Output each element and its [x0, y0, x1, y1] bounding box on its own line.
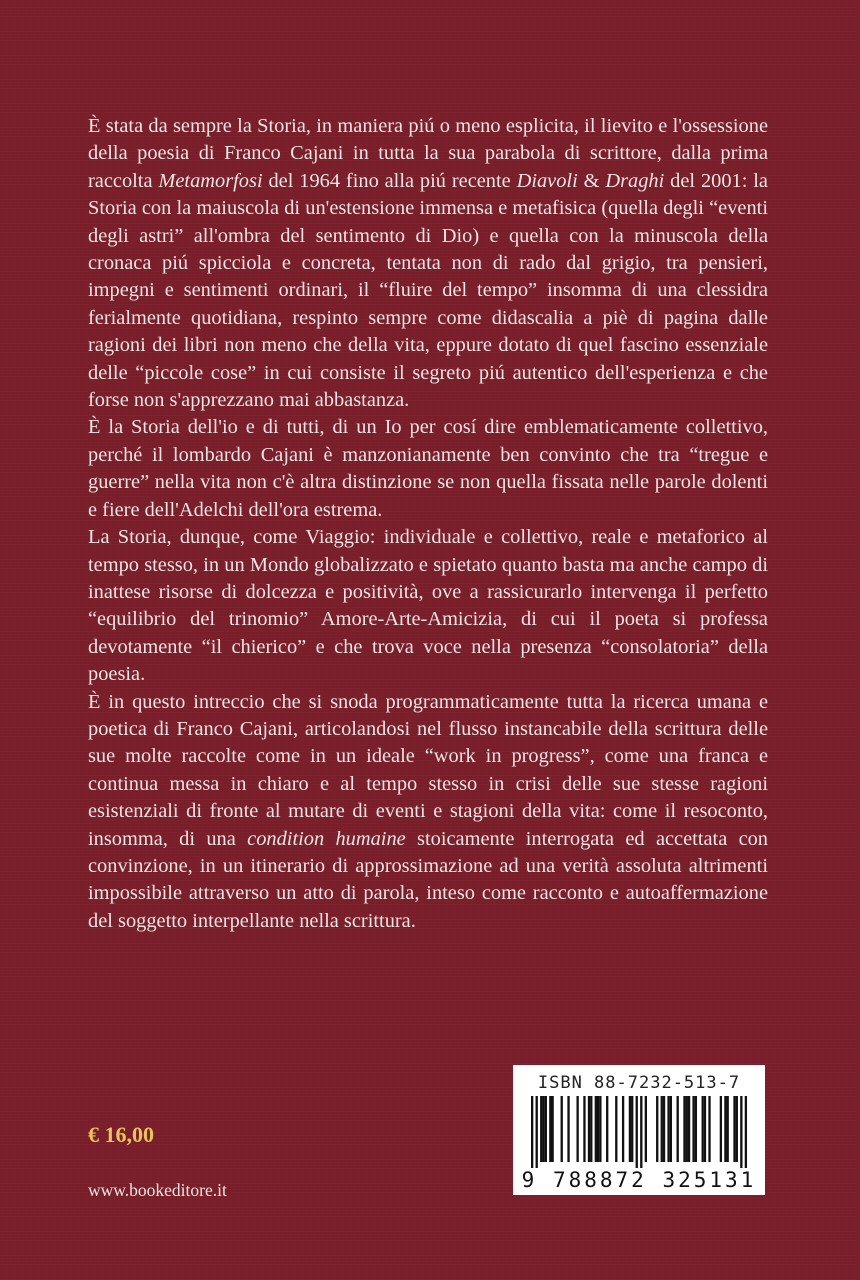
barcode-bar	[590, 1096, 592, 1162]
barcode-bar	[661, 1096, 663, 1162]
barcode-bar	[645, 1096, 647, 1162]
barcode-bar	[551, 1096, 553, 1162]
barcode-bar	[583, 1096, 585, 1162]
barcode-bar	[597, 1096, 599, 1162]
barcode-bar	[740, 1096, 742, 1168]
back-cover-blurb	[88, 113, 768, 935]
barcode-bar	[667, 1096, 669, 1162]
barcode-bar	[531, 1096, 533, 1168]
barcode-bar	[542, 1096, 544, 1162]
barcode-bar	[636, 1096, 638, 1168]
barcode-bar	[702, 1096, 704, 1162]
barcode-bar	[695, 1096, 697, 1162]
barcode-bar	[576, 1096, 578, 1162]
blurb-paragraph-3: La Storia, dunque, come Viaggio: individuale e collettivo, reale e metaforico al tempo stesso, in un Mondo globalizzato e spietato quanto basta ma anche campo di inattese risorse di dolcezza e positività, ove a rassicurarlo intervenga il perfetto “equilibrio del trinomio” Amore-Arte-Amicizia, di cui il poeta si professa devotamente “il chierico” e che trova voce nella presenza “consolatoria” della poesia.	[88, 526, 768, 686]
barcode-bar	[686, 1096, 688, 1162]
barcode-bar	[606, 1096, 608, 1162]
barcode-bar	[599, 1096, 601, 1162]
barcode-bar	[692, 1096, 694, 1162]
barcode-bar	[622, 1096, 624, 1162]
barcode-bar	[545, 1096, 547, 1162]
isbn-barcode	[513, 1065, 765, 1195]
barcode-bars	[531, 1096, 747, 1168]
publisher-website: www.bookeditore.it	[88, 1180, 227, 1200]
barcode-bar	[736, 1096, 738, 1162]
blurb-paragraph-1: È stata da sempre la Storia, in maniera piú o meno esplicita, il lievito e l'ossessione della poesia di Franco Cajani in tutta la sua parabola di scrittore, dalla prima raccolta Metamorfosi del 1964 fino alla piú recente Diavoli & Draghi del 2001: la Storia con la maiuscola di un'estensione immensa e metafisica (quella degli “eventi degli astri” all'ombra del sentimento di Dio) e quella con la minuscola della cronaca piú spicciola e concreta, tentata non di rado dal grigio, tra pensieri, impegni e sentimenti ordinari, il “fluire del tempo” insomma di una clessidra ferialmente quotidiana, respinto sempre come didascalia a piè di pagina dalle ragioni dei libri non meno che della vita, eppure dotato di quel fascino essenziale delle “piccole cose” in cui consiste il segreto piú autentico dell'esperienza e che forse non s'apprezzano mai abbastanza.	[88, 115, 768, 412]
price-label: € 16,00	[88, 1122, 154, 1147]
barcode-bar	[629, 1096, 631, 1162]
barcode-bar	[588, 1096, 590, 1162]
barcode-bar	[720, 1096, 722, 1162]
isbn-label: ISBN 88-7232-513-7	[537, 1073, 741, 1093]
barcode-bar	[688, 1096, 690, 1162]
barcode-bar	[549, 1096, 551, 1162]
barcode-bar	[540, 1096, 542, 1162]
barcode-bar	[683, 1096, 685, 1162]
barcode-bar	[561, 1096, 563, 1162]
blurb-paragraph-2: È la Storia dell'io e di tutti, di un Io per cosí dire emblematicamente collettivo, perché il lombardo Cajani è manzonianamente ben convinto che tra “tregue e guerre” nella vita non c'è altra distinzione se non quella fissata nelle parole dolenti e fiere dell'Adelchi dell'ora estrema.	[88, 416, 768, 521]
blurb-paragraph-4: È in questo intreccio che si snoda programmaticamente tutta la ricerca umana e poetica di Franco Cajani, articolandosi nel flusso instancabile della scrittura delle sue molte raccolte come in un ideale “work in progress”, come una franca e continua messa in chiaro e al tempo stesso in crisi delle sue stesse ragioni esistenziali di fronte al mutare di eventi e stagioni della vita: come il resoconto, insomma, di una condition humaine stoicamente interrogata ed accettata con convinzione, in un itinerario di approssimazione ad una verità assoluta altrimenti impossibile attraverso un atto di parola, inteso come racconto e autoaffermazione del soggetto interpellante nella scrittura.	[88, 690, 769, 932]
barcode-bar	[631, 1096, 633, 1162]
barcode-bar	[595, 1096, 597, 1162]
barcode-bar	[670, 1096, 672, 1162]
barcode-bar	[708, 1096, 710, 1162]
barcode-bar	[677, 1096, 679, 1162]
ean-digits: 9 788872 325131	[521, 1168, 757, 1192]
barcode-bar	[663, 1096, 665, 1162]
barcode-bar	[640, 1096, 642, 1168]
barcode-bar	[615, 1096, 617, 1162]
barcode-bar	[567, 1096, 569, 1162]
barcode-bar	[727, 1096, 729, 1162]
barcode-bar	[745, 1096, 747, 1168]
barcode-bar	[656, 1096, 658, 1162]
barcode-bar	[724, 1096, 726, 1162]
barcode-bar	[704, 1096, 706, 1162]
barcode-bar	[536, 1096, 538, 1168]
barcode-bar	[733, 1096, 735, 1162]
